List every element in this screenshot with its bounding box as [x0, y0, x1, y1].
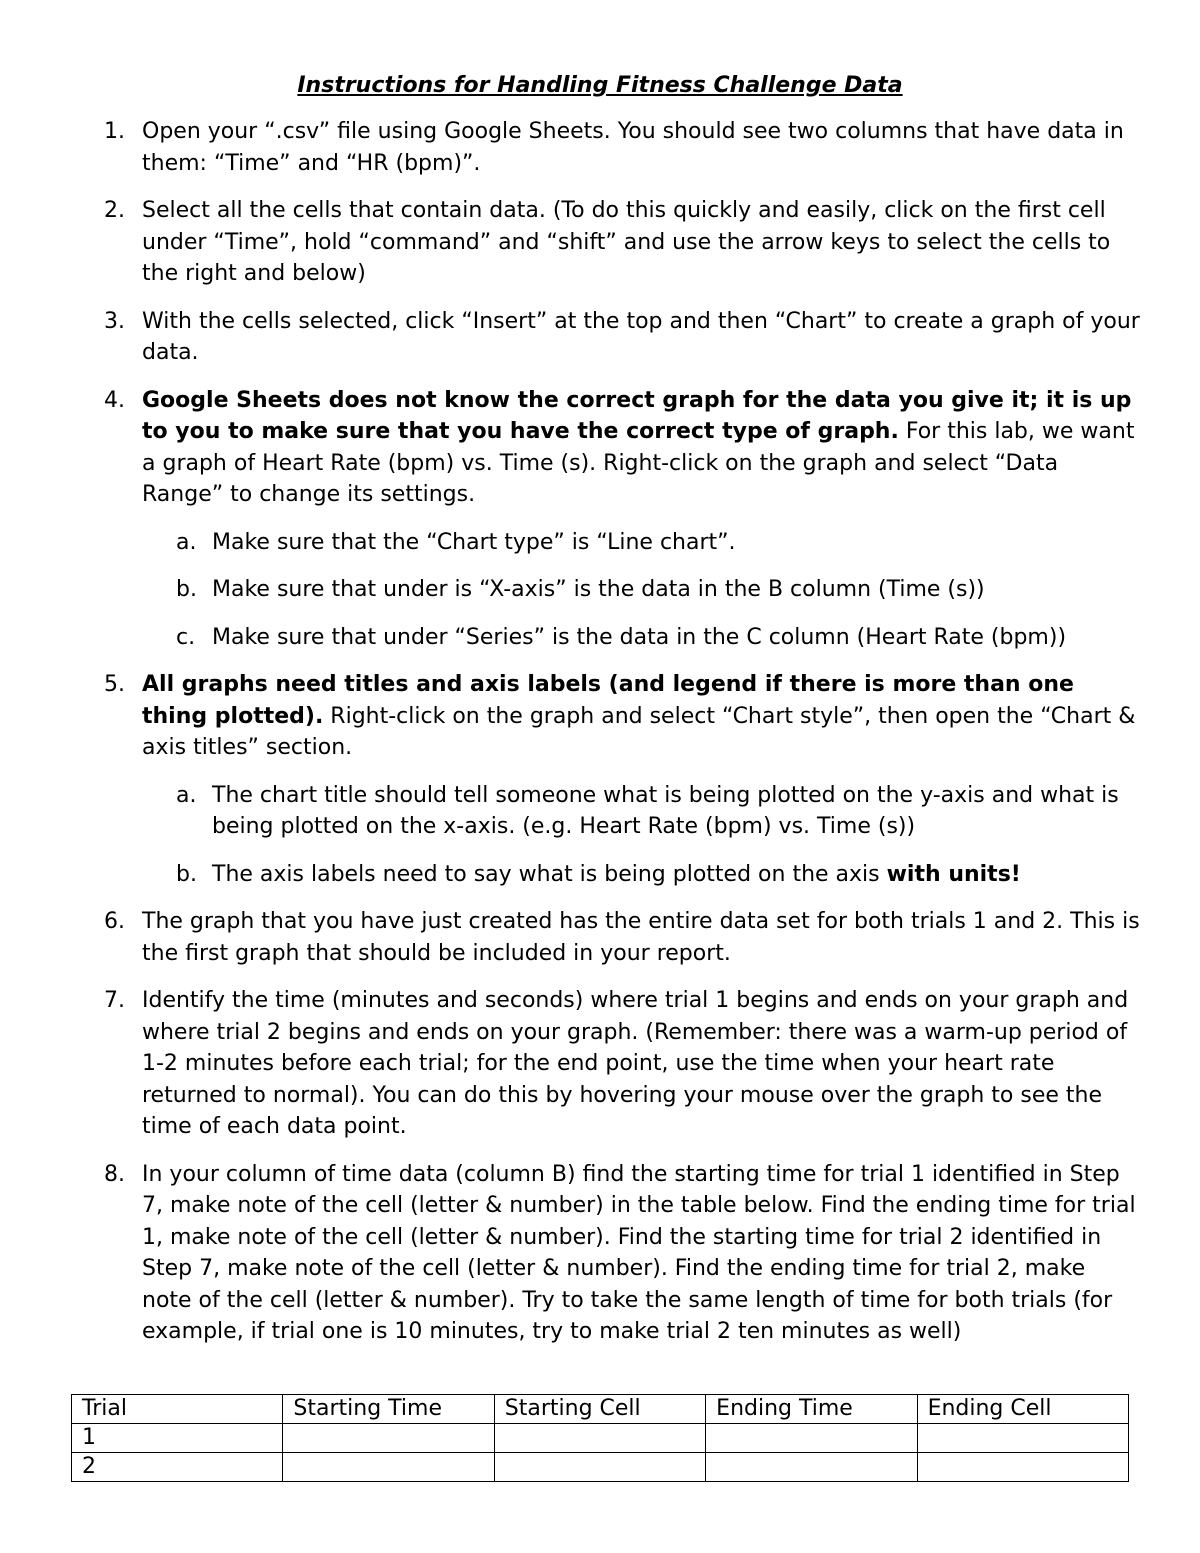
substep-letter: a.	[176, 782, 197, 808]
substep-list	[142, 780, 1140, 891]
substep-text: Make sure that the “Chart type” is “Line chart”.	[212, 529, 736, 555]
step-text: Right-click on the graph and select “Chart style”, then open the “Chart & axis titles” section.	[142, 703, 1136, 760]
document-title: Instructions for Handling Fitness Challenge Data	[297, 73, 903, 98]
step-4	[0, 385, 1200, 654]
step-bold-text: Google Sheets does not know the correct graph for the data you give it; it is up to you to make sure that you have the correct type of graph.	[142, 387, 1132, 444]
step-number: 7.	[104, 988, 125, 1013]
table-row	[72, 1453, 1129, 1482]
step-3	[0, 306, 1200, 369]
substep-4c	[142, 622, 1140, 654]
step-text: With the cells selected, click “Insert” at the top and then “Chart” to create a graph of your data.	[142, 308, 1140, 365]
substep-text: The axis labels need to say what is being plotted on the axis	[212, 861, 887, 887]
trial-times-table	[71, 1394, 1129, 1482]
step-5	[0, 669, 1200, 890]
step-number: 6.	[104, 909, 125, 934]
step-number: 8.	[104, 1161, 125, 1187]
substep-bold-text: with units!	[886, 861, 1021, 887]
step-number: 5.	[104, 672, 125, 697]
substep-4a	[142, 527, 1140, 559]
step-bold-text: All graphs need titles and axis labels (and legend if there is more than one thing plotted).	[142, 672, 1074, 729]
step-7	[0, 985, 1200, 1143]
table-cell-starting-cell[interactable]	[494, 1453, 705, 1482]
substep-list	[142, 527, 1140, 654]
table-cell-starting-time[interactable]	[283, 1453, 494, 1482]
step-6	[0, 906, 1200, 969]
column-header-starting-cell: Starting Cell	[494, 1395, 705, 1424]
step-text: In your column of time data (column B) find the starting time for trial 1 identified in Step 7, make note of the cell (letter & number) in the table below. Find the ending time for trial 1, make note of the cell (letter & number). Find the starting time for trial 2 identified in Step 7, make note of the cell (letter & number). Find the ending time for trial 2, make note of the cell (letter & number). Try to take the same length of time for both trials (for example, if trial one is 10 minutes, try to make trial 2 ten minutes as well)	[142, 1161, 1136, 1344]
substep-text: The chart title should tell someone what is being plotted on the y-axis and what is being plotted on the x-axis. (e.g. Heart Rate (bpm) vs. Time (s))	[212, 782, 1119, 839]
substep-4b	[142, 574, 1140, 606]
substep-letter: b.	[176, 861, 197, 887]
table-cell-starting-cell[interactable]	[494, 1424, 705, 1453]
substep-5b	[142, 859, 1140, 891]
substep-letter: a.	[176, 529, 197, 555]
step-8	[0, 1159, 1200, 1348]
table-row	[72, 1424, 1129, 1453]
table-cell-ending-cell[interactable]	[917, 1424, 1128, 1453]
step-text: For this lab, we want a graph of Heart Rate (bpm) vs. Time (s). Right-click on the graph and select “Data Range” to change its settings.	[142, 419, 1135, 507]
step-number: 2.	[104, 198, 125, 223]
step-number: 4.	[104, 387, 125, 413]
substep-letter: c.	[176, 624, 196, 650]
step-text: The graph that you have just created has the entire data set for both trials 1 and 2. This is the first graph that should be included in your report.	[142, 909, 1140, 966]
step-1	[0, 116, 1200, 179]
column-header-trial: Trial	[72, 1395, 283, 1424]
step-number: 1.	[104, 119, 125, 144]
step-text: Select all the cells that contain data. (To do this quickly and easily, click on the first cell under “Time”, hold “command” and “shift” and use the arrow keys to select the cells to the right and below)	[142, 198, 1111, 286]
step-2	[0, 195, 1200, 290]
table-cell-trial: 2	[72, 1453, 283, 1482]
substep-text: Make sure that under is “X-axis” is the data in the B column (Time (s))	[212, 577, 985, 602]
column-header-ending-time: Ending Time	[706, 1395, 917, 1424]
column-header-starting-time: Starting Time	[283, 1395, 494, 1424]
table-cell-ending-time[interactable]	[706, 1453, 917, 1482]
table-cell-ending-time[interactable]	[706, 1424, 917, 1453]
table-cell-trial: 1	[72, 1424, 283, 1453]
step-number: 3.	[104, 308, 125, 334]
table-cell-starting-time[interactable]	[283, 1424, 494, 1453]
table-header-row	[72, 1395, 1129, 1424]
step-text: Open your “.csv” file using Google Sheets. You should see two columns that have data in them: “Time” and “HR (bpm)”.	[142, 119, 1124, 176]
substep-text: Make sure that under “Series” is the data in the C column (Heart Rate (bpm))	[212, 624, 1067, 650]
step-text: Identify the time (minutes and seconds) where trial 1 begins and ends on your graph and where trial 2 begins and ends on your graph. (Remember: there was a warm-up period of 1-2 minutes before each trial; for the end point, use the time when your heart rate returned to normal). You can do this by hovering your mouse over the graph to see the time of each data point.	[142, 988, 1129, 1139]
table-cell-ending-cell[interactable]	[917, 1453, 1128, 1482]
substep-letter: b.	[176, 577, 197, 602]
column-header-ending-cell: Ending Cell	[917, 1395, 1128, 1424]
instruction-list	[0, 116, 1200, 1364]
substep-5a	[142, 780, 1140, 843]
